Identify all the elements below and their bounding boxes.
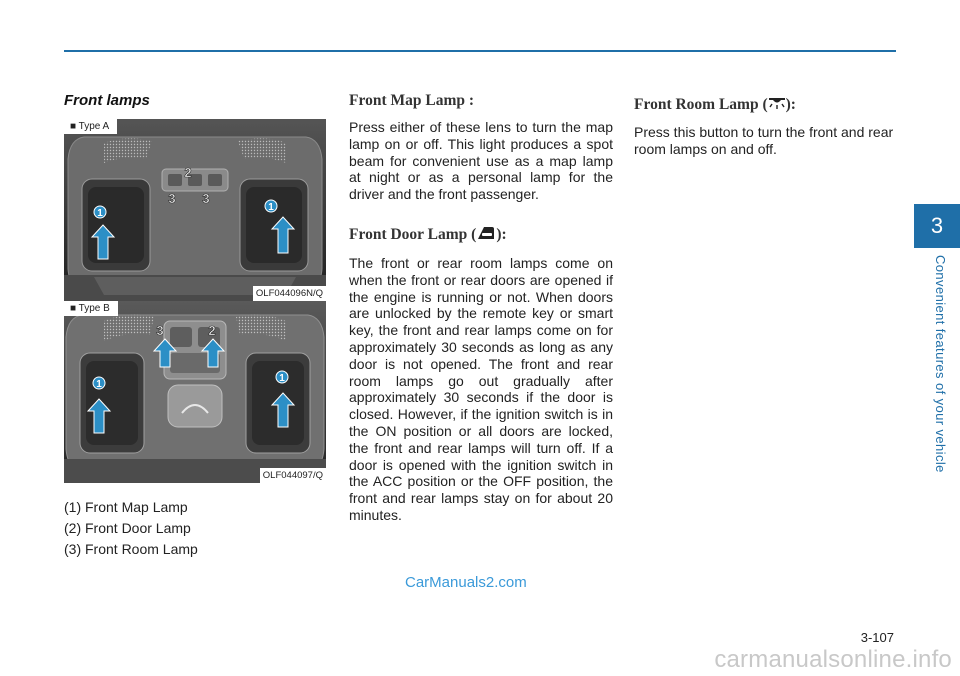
overhead-console-illustration-b xyxy=(64,301,326,483)
door-lamp-text: The front or rear room lamps come on when the front or rear doors are opened if the engine is running or not. When doors are unlocked by the remote key or smart key, the front and rear lamps come on for approximately 30 seconds as long as any door is not opened. The front and rear room lamps go out gradually after approximately 30 seconds if the door is closed. However, if the ignition switch is in the ON position or all doors are locked, the front and rear lamps will turn off. If a door is opened with the ignition switch in the ACC position or the OFF position, the front and rear lamps stay on for about 20 minutes. xyxy=(349,254,613,523)
callout-1-right: 1 xyxy=(279,373,285,384)
page-number: 3-107 xyxy=(860,630,894,645)
door-lamp-title-suffix: ): xyxy=(496,226,507,244)
chapter-tab xyxy=(914,204,960,248)
callout-2: 2 xyxy=(208,323,216,338)
caption-item: (1) Front Map Lamp xyxy=(64,499,188,515)
column-figures xyxy=(64,92,328,560)
figure-code: OLF044097/Q xyxy=(260,468,326,483)
door-lamp-title-prefix: Front Door Lamp ( xyxy=(349,226,477,244)
figure-code: OLF044096N/Q xyxy=(253,286,326,301)
column-map-door-lamp xyxy=(349,92,613,524)
callout-1-left: 1 xyxy=(96,379,102,390)
figure-type-label: ■ Type B xyxy=(64,301,118,316)
room-lamp-title-prefix: Front Room Lamp ( xyxy=(634,96,768,114)
caption-list xyxy=(64,497,328,560)
door-open-icon xyxy=(476,225,496,246)
top-rule xyxy=(64,50,896,52)
door-lamp-title xyxy=(349,225,613,246)
caption-item: (2) Front Door Lamp xyxy=(64,520,191,536)
callout-2: 2 xyxy=(184,165,192,180)
watermark-link[interactable]: CarManuals2.com xyxy=(405,574,527,591)
room-lamp-title xyxy=(634,96,898,115)
callout-1-right: 1 xyxy=(268,202,274,213)
figure-type-label: ■ Type A xyxy=(64,119,117,134)
figure-type-a xyxy=(64,119,326,301)
chapter-number: 3 xyxy=(930,213,944,238)
overhead-console-illustration-a xyxy=(64,119,326,301)
caption-item: (3) Front Room Lamp xyxy=(64,541,198,557)
room-lamp-icon xyxy=(768,96,786,115)
room-lamp-text: Press this button to turn the front and rear room lamps on and off. xyxy=(634,124,894,157)
callout-3-left: 3 xyxy=(168,191,176,206)
callout-1-left: 1 xyxy=(97,208,103,219)
chapter-title: Convenient features of your vehicle xyxy=(933,255,948,473)
footer-watermark: carmanualsonline.info xyxy=(714,646,952,673)
figure-type-b xyxy=(64,301,326,483)
column-room-lamp xyxy=(634,96,898,158)
section-title: Front lamps xyxy=(64,92,150,109)
map-lamp-text: Press either of these lens to turn the map lamp on or off. This light produces a spot beam for convenient use as a map lamp at night or as a personal lamp for the driver and the front passenger. xyxy=(349,119,613,203)
map-lamp-title: Front Map Lamp : xyxy=(349,92,475,109)
callout-3-right: 3 xyxy=(202,191,210,206)
room-lamp-title-suffix: ): xyxy=(785,96,796,114)
callout-3: 3 xyxy=(156,323,164,338)
